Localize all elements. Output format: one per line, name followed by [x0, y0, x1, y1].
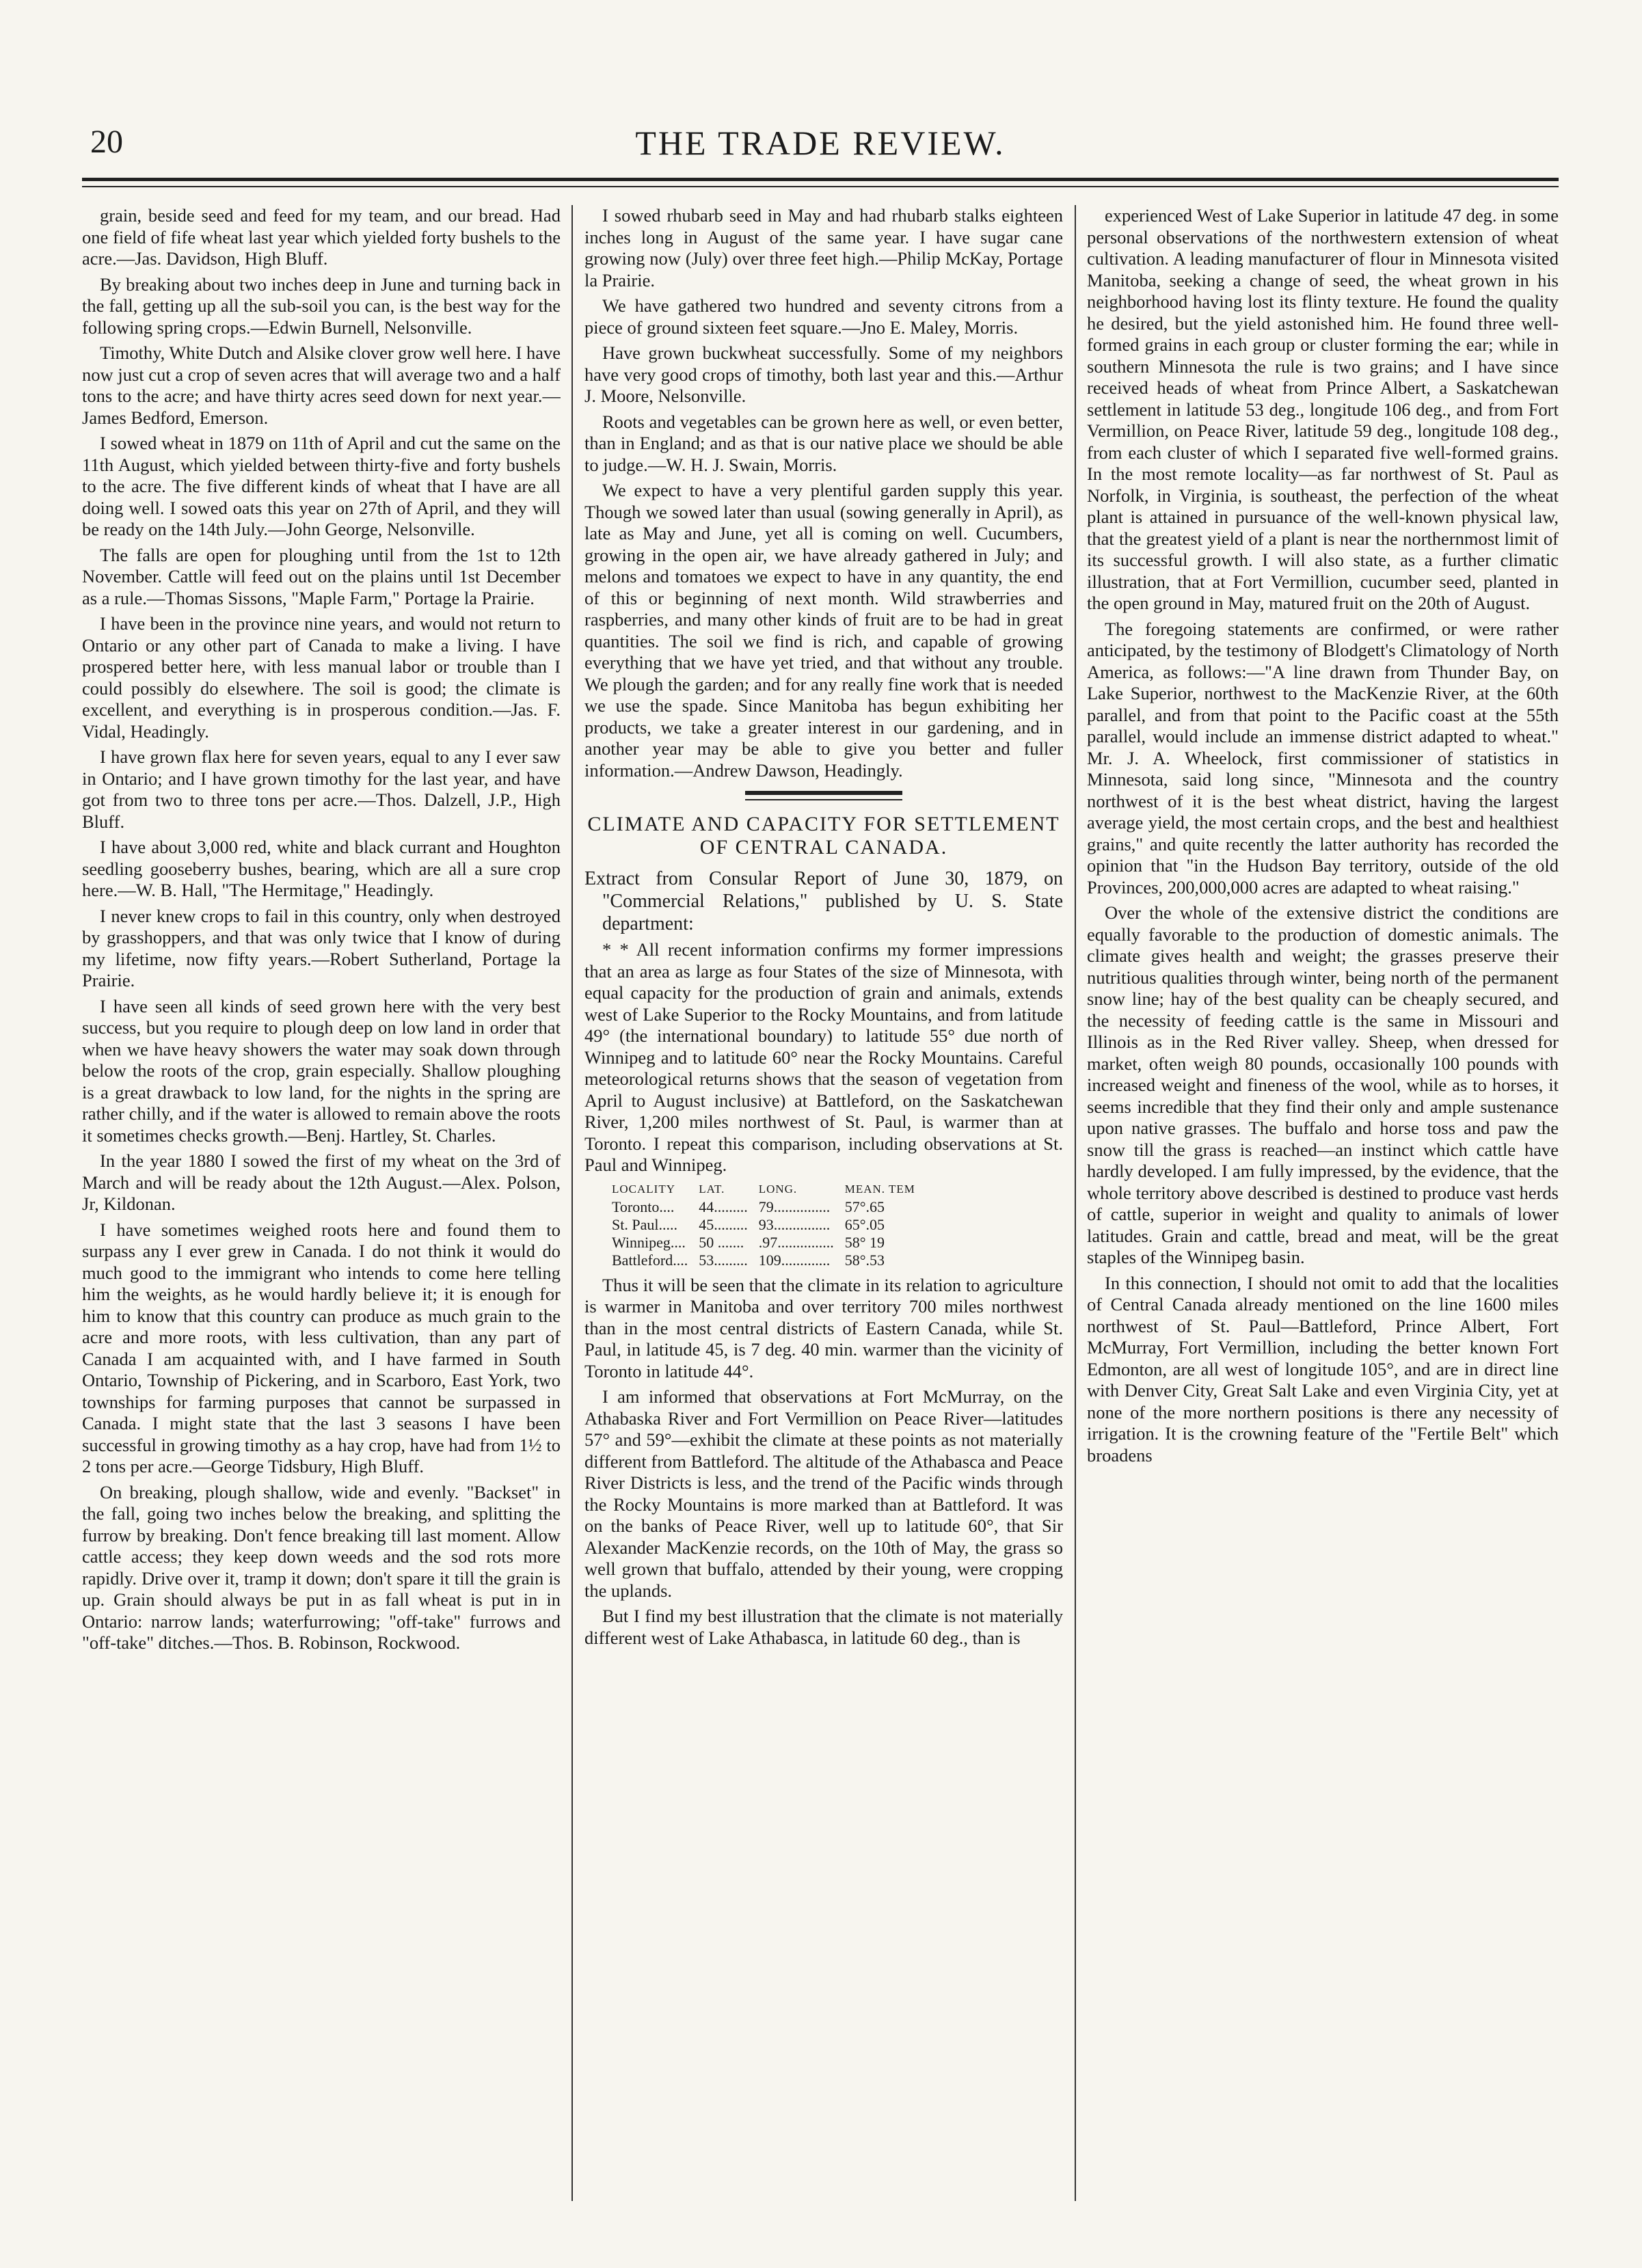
paragraph: I have about 3,000 red, white and black currant and Houghton seedling gooseberry bushes, bearing, which are all a sure crop here.—W. B. Hall, "The Hermitage," Headingly. — [82, 837, 561, 900]
paragraph: Thus it will be seen that the climate in its relation to agriculture is warmer in Manitoba and over territory 700 miles northwest than in the most central districts of Eastern Canada, while St. Paul, in latitude 45, is 7 deg. 40 min. warmer than the vicinity of Toronto in latitude 44°. — [584, 1274, 1063, 1381]
extract-note: Extract from Consular Report of June 30, 1879, on "Commercial Relations," published by U. S. State department: — [584, 868, 1063, 934]
table-cell: 109............. — [758, 1251, 831, 1269]
paragraph: I have seen all kinds of seed grown here with the very best success, but you require to plough deep on low land in order that when we have heavy showers the water may soak down through below the roots of the crop, grain especially. Shallow ploughing is a great drawback to low land, for the nights in the spring are rather chilly, and if the water is allowed to remain above the roots it sometimes checks growth.—Benj. Hartley, St. Charles. — [82, 995, 561, 1146]
climate-table — [612, 1180, 926, 1269]
table-cell: 57°.65 — [844, 1198, 885, 1215]
paragraph: In the year 1880 I sowed the first of my wheat on the 3rd of March and will be ready about the 12th August.—Alex. Polson, Jr, Kildonan. — [82, 1150, 561, 1214]
section-separator — [745, 791, 902, 795]
paragraph: I sowed rhubarb seed in May and had rhubarb stalks eighteen inches long in August of the same year. I have sugar cane growing now (July) over three feet high.—Philip McKay, Portage la Prairie. — [584, 205, 1063, 291]
column-2 — [584, 205, 1063, 2201]
paragraph: But I find my best illustration that the climate is not materially different west of Lake Athabasca, in latitude 60 deg., than is — [584, 1606, 1063, 1648]
paragraph: I have been in the province nine years, and would not return to Ontario or any other part of Canada to make a living. I have prospered better here, with less manual labor or trouble than I could possibly do elsewhere. The soil is good; the climate is excellent, and everything is in prosperous condition.—Jas. F. Vidal, Headingly. — [82, 613, 561, 742]
table-cell: .97............... — [758, 1233, 834, 1251]
section-separator-thin — [745, 799, 902, 800]
paragraph: Over the whole of the extensive district the conditions are equally favorable to the production of domestic animals. The climate gives health and weight; the grasses preserve their nutritious qualities through winter, being north of the permanent snow line; hay of the best quality can be cheaply secured, and the necessity of feeding cattle is the same in Missouri and Illinois as in the Red River valley. Sheep, when dressed for market, often weigh 80 pounds, occasionally 100 pounds with increased weight and fineness of the wool, while as to horses, it seems incredible that they find their only and ample sustenance upon native grasses. The buffalo and horse toss and paw the snow till the grass is reached—an instinct which cattle have hardly developed. I am fully impressed, by the evidence, that the whole territory above described is destined to produce vast herds of cattle, superior in weight and quality to animals of lower latitudes. Grain and cattle, bread and meat, will be the great staples of the Winnipeg basin. — [1087, 902, 1559, 1267]
table-header: MEAN. TEM — [844, 1182, 915, 1196]
table-header: LONG. — [758, 1182, 798, 1196]
page-header — [82, 123, 1559, 171]
paragraph: Have grown buckwheat successfully. Some of my neighbors have very good crops of timothy, both last year and this.—Arthur J. Moore, Nelsonville. — [584, 342, 1063, 406]
paragraph: * * All recent information confirms my former impressions that an area as large as four States of the size of Minnesota, with equal capacity for the production of grain and animals, extends west of Lake Superior to the Rocky Mountains, and from latitude 49° (the international boundary) to latitude 55° due north of Winnipeg and to latitude 60° near the Rocky Mountains. Careful meteorological returns shows that the season of vegetation from April to August inclusive) at Battleford, on the Saskatchewan River, 1,200 miles northwest of St. Paul, is warmer than at Toronto. I repeat this comparison, including observations at St. Paul and Winnipeg. — [584, 939, 1063, 1175]
table-cell: 45......... — [699, 1215, 748, 1233]
table-cell: St. Paul..... — [612, 1215, 677, 1233]
table-cell: 44......... — [699, 1198, 748, 1215]
table-cell: 58°.53 — [844, 1251, 885, 1269]
paragraph: I am informed that observations at Fort McMurray, on the Athabaska River and Fort Vermillion on Peace River—latitudes 57° and 59°—exhibit the climate at these points as not materially different from Battleford. The altitude of the Athabasca and Peace River Districts is less, and the trend of the Pacific winds through the Rocky Mountains is more marked than at Battleford. It was on the banks of Peace River, well up to latitude 60°, that Sir Alexander MacKenzie records, on the 10th of May, the grass so well grown that buffalo, attended by their young, were cropping the uplands. — [584, 1386, 1063, 1601]
paragraph: We expect to have a very plentiful garden supply this year. Though we sowed later than usual (sowing generally in April), as late as May and June, yet all is coming on well. Cucumbers, growing in the open air, we have already gathered in July; and melons and tomatoes we expect to have in any quantity, the end of this or beginning of next month. Wild strawberries and raspberries, and many other kinds of fruit are to be had in great quantities. The soil we find is rich, and capable of growing everything that we have yet tried, and that without any trouble. We plough the garden; and for any really fine work that is needed we use the spade. Since Manitoba has begun exhibiting her products, we take a greater interest in our gardening, and in another year may be able to give you better and fuller information.—Andrew Dawson, Headingly. — [584, 480, 1063, 781]
table-cell: 65°.05 — [844, 1215, 885, 1233]
page-number: 20 — [90, 124, 123, 160]
table-row — [612, 1252, 926, 1269]
table-cell: 50 ....... — [699, 1233, 744, 1251]
table-row — [612, 1234, 926, 1252]
article-title: CLIMATE AND CAPACITY FOR SETTLEMENT OF CENTRAL CANADA. — [587, 813, 1060, 859]
paragraph: The falls are open for ploughing until from the 1st to 12th November. Cattle will feed out on the plains until 1st December as a rule.—Thomas Sissons, "Maple Farm," Portage la Prairie. — [82, 544, 561, 608]
paragraph: Timothy, White Dutch and Alsike clover grow well here. I have now just cut a crop of seven acres that will average two and a half tons to the acre; and have thirty acres seed down for next year.—James Bedford, Emerson. — [82, 342, 561, 428]
paragraph: I sowed wheat in 1879 on 11th of April and cut the same on the 11th August, which yielded between thirty-five and forty bushels to the acre. The five different kinds of wheat that I have are all doing well. I sowed oats this year on 27th of April, and they will be ready on the 14th July.—John George, Nelsonville. — [82, 433, 561, 539]
table-row — [612, 1198, 926, 1216]
paragraph: grain, beside seed and feed for my team, and our bread. Had one field of fife wheat last year which yielded forty bushels to the acre.—Jas. Davidson, High Bluff. — [82, 205, 561, 269]
table-cell: 58° 19 — [844, 1233, 885, 1251]
paragraph: On breaking, plough shallow, wide and evenly. "Backset" in the fall, going two inches below the breaking, and splitting the furrow by breaking. Don't fence breaking till last moment. Allow cattle access; they keep down weeds and the sod rots more rapidly. Drive over it, tramp it down; don't spare it till the grain is up. Grain should always be put in as fall wheat is put in in Ontario: narrow lands; waterfurrowing; "off-take" furrows and "off-take" ditches.—Thos. B. Robinson, Rockwood. — [82, 1481, 561, 1653]
paragraph: I never knew crops to fail in this country, only when destroyed by grasshoppers, and that was only twice that I know of during my lifetime, now fifty years.—Robert Sutherland, Portage la Prairie. — [82, 905, 561, 990]
running-title: THE TRADE REVIEW. — [635, 124, 1006, 162]
column-divider — [1075, 205, 1076, 2201]
header-rule — [82, 178, 1559, 181]
table-row — [612, 1216, 926, 1234]
table-header-row — [612, 1180, 926, 1198]
table-header: LAT. — [699, 1182, 725, 1196]
paragraph: In this connection, I should not omit to add that the localities of Central Canada already mentioned on the line 1600 miles northwest of St. Paul—Battleford, Prince Albert, Fort McMurray, Fort Vermillion, including the better known Fort Edmonton, are all west of longitude 105°, and are in direct line with Denver City, Great Salt Lake and even Virginia City, yet at none of the more northern positions is there any necessity of irrigation. It is the crowning feature of the "Fertile Belt" which broadens — [1087, 1272, 1559, 1466]
paragraph: I have grown flax here for seven years, equal to any I ever saw in Ontario; and I have grown timothy for the last year, and have got from two to three tons per acre.—Thos. Dalzell, J.P., High Bluff. — [82, 746, 561, 832]
paragraph: I have sometimes weighed roots here and found them to surpass any I ever grew in Canada. I do not think it would do much good to the immigrant who intends to come here telling him the weights, as he would hardly believe it; it is enough for him to know that this country can produce as much grain to the acre and more roots, with less cultivation, than any part of Canada I am acquainted with, and I have farmed in South Ontario, Township of Pickering, and in Scarboro, East York, two townships for farming purposes that cannot be surpassed in Canada. I might state that the last 3 seasons I have been successful in growing timothy as a hay crop, have had from 1½ to 2 tons per acre.—George Tidsbury, High Bluff. — [82, 1219, 561, 1476]
table-cell: Toronto.... — [612, 1198, 675, 1215]
table-cell: 53......... — [699, 1251, 748, 1269]
table-cell: 79............... — [758, 1198, 831, 1215]
table-cell: Winnipeg.... — [612, 1233, 686, 1251]
column-1 — [82, 205, 561, 2201]
table-cell: Battleford.... — [612, 1251, 688, 1269]
column-3 — [1087, 205, 1559, 2201]
paragraph: Roots and vegetables can be grown here as well, or even better, than in England; and as that is our native place we should be able to judge.—W. H. J. Swain, Morris. — [584, 411, 1063, 475]
paragraph: We have gathered two hundred and seventy citrons from a piece of ground sixteen feet square.—Jno E. Maley, Morris. — [584, 295, 1063, 338]
header-rule-thin — [82, 186, 1559, 187]
paragraph: experienced West of Lake Superior in latitude 47 deg. in some personal observations of the northwestern extension of wheat cultivation. A leading manufacturer of flour in Minnesota visited Manitoba, seeking a change of seed, the wheat grown in his neighborhood having lost its flinty texture. He found the quality he desired, but the yield astonished him. He found three well-formed grains in each group or cluster forming the ear; while in southern Minnesota the rule is two grains; and I have since received heads of wheat from Prince Albert, a Saskatchewan settlement in latitude 53 deg., longitude 106 deg., and from Fort Vermillion, on Peace River, latitude 59 deg., longitude 108 deg., from each cluster of which I separated five well-formed grains. In the most remote locality—as far northwest of St. Paul as Norfolk, in Virginia, is southeast, the perfection of the wheat plant is attained in pursuance of the well-known physical law, that the greatest yield of a plant is near the northernmost limit of its successful growth. I will also state, as a further climatic illustration, that at Fort Vermillion, cucumber seed, planted in the open ground in May, matured fruit on the 20th of August. — [1087, 205, 1559, 613]
table-header: LOCALITY — [612, 1182, 675, 1196]
paragraph: By breaking about two inches deep in June and turning back in the fall, getting up all the sub-soil you can, is the best way for the following spring crops.—Edwin Burnell, Nelsonville. — [82, 273, 561, 338]
column-divider — [571, 205, 573, 2201]
table-cell: 93............... — [758, 1215, 831, 1233]
paragraph: The foregoing statements are confirmed, or were rather anticipated, by the testimony of Blodgett's Climatology of North America, as follows:—"A line drawn from Thunder Bay, on Lake Superior, northwest to the MacKenzie River, at the 60th parallel, and from that point to the Pacific coast at the 55th parallel, would include an immense district adapted to wheat." Mr. J. A. Wheelock, first commissioner of statistics in Minnesota, said long since, "Minnesota and the country northwest of it is the best wheat district, having the largest average yield, the most certain crops, and the best and healthiest grains," and quite recently the latter authority has recorded the opinion that "in the Hudson Bay territory, outside of the old Provinces, 200,000,000 acres are adapted to wheat raising." — [1087, 618, 1559, 897]
